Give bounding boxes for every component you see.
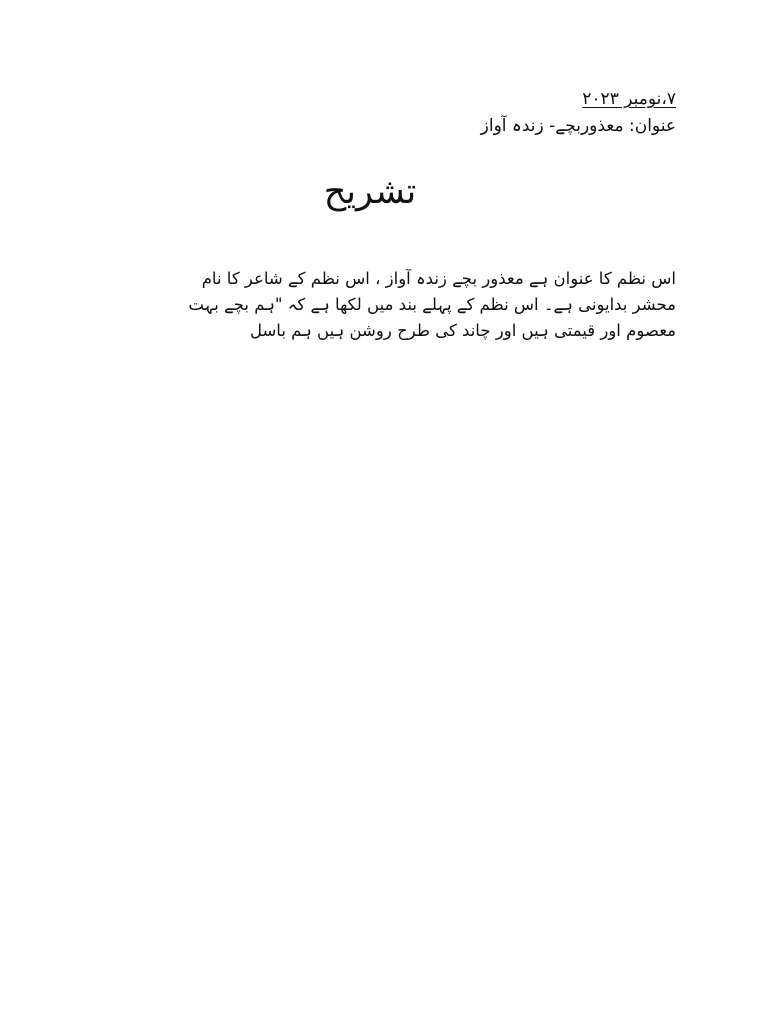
document-title-line: عنوان: معذوربچے- زندہ آواز: [480, 116, 676, 136]
section-heading: تشریح: [323, 172, 417, 212]
body-line-3: معصوم اور قیمتی ہیں اور چاند کی طرح روشن ہیں ہم باسل: [249, 321, 676, 340]
body-line-2: محشر بدایونی ہے۔ اس نظم کے پہلے بند میں لکھا ہے کہ "ہم بچے بہت: [188, 295, 676, 314]
body-paragraph: [128, 266, 676, 344]
body-line-1: اس نظم کا عنوان ہے معذور بچے زندہ آواز ، اس نظم کے شاعر کا نام: [201, 269, 676, 288]
document-date: ۷،نومبر ۲۰۲۳: [582, 89, 676, 109]
